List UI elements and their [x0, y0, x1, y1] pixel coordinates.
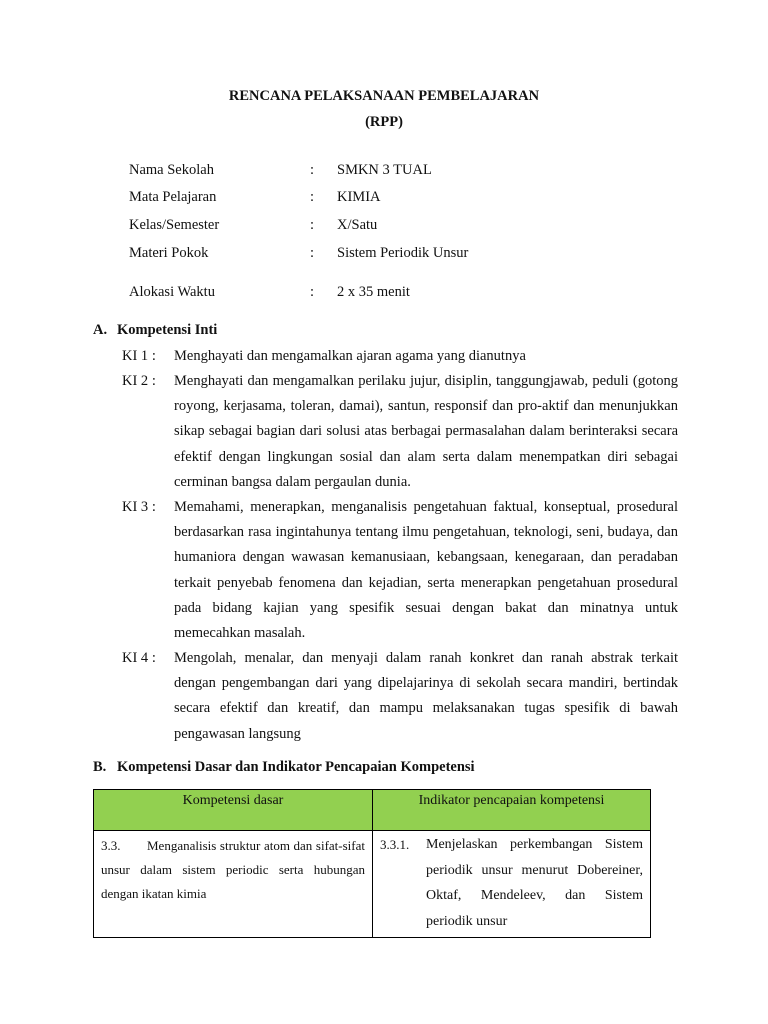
info-label: Materi Pokok: [129, 245, 209, 261]
info-colon: :: [310, 189, 315, 205]
ki-item-2: [122, 373, 678, 495]
section-title: Kompetensi Dasar dan Indikator Pencapaian Kompetensi: [117, 759, 475, 775]
competency-table: [93, 789, 651, 938]
info-value: SMKN 3 TUAL: [337, 162, 432, 178]
info-label: Kelas/Semester: [129, 217, 220, 233]
kd-text: Menganalisis struktur atom dan sifat-sifat unsur dalam sistem periodic serta hubungan dengan ikatan kimia: [101, 838, 365, 901]
section-title: Kompetensi Inti: [117, 322, 218, 338]
info-colon: :: [310, 245, 315, 261]
info-value: X/Satu: [337, 217, 378, 233]
ki-text: Menghayati dan mengamalkan perilaku jujur, disiplin, tanggungjawab, peduli (gotong royong, kerjasama, toleran, damai), santun, responsif dan pro-aktif dan menunjukkan sikap sebagai bagian dari solusi atas berbagai permasalahan dalam berinteraksi secara efektif dengan lingkungan sosial dan alam serta dalam menempatkan diri sebagai cerminan bangsa dalam pergaulan dunia.: [174, 373, 678, 490]
ki-code: KI 3 :: [122, 499, 156, 515]
ki-code: KI 1 :: [122, 348, 156, 364]
indicator-text: Menjelaskan perkembangan Sistem periodik unsur menurut Dobereiner, Oktaf, Mendeleev, dan Sistem periodik unsur: [426, 837, 643, 929]
ki-item-4: [122, 650, 678, 747]
info-label: Alokasi Waktu: [129, 284, 215, 300]
indicator-cell: [373, 831, 651, 938]
section-a-heading: [93, 322, 217, 339]
column-header-kd: Kompetensi dasar: [94, 790, 373, 831]
section-letter: B.: [93, 759, 107, 775]
ki-item-1: [122, 348, 678, 369]
indicator-number: 3.3.1.: [380, 837, 410, 852]
ki-text: Memahami, menerapkan, menganalisis pengetahuan faktual, konseptual, prosedural berdasarkan rasa ingintahunya tentang ilmu pengetahuan, teknologi, seni, budaya, dan humaniora dengan wawasan kemanusiaan, kebangsaan, kenegaraan, dan peradaban terkait penyebab fenomena dan kejadian, serta menerapkan pengetahuan prosedural pada bidang kajian yang spesifik sesuai dengan bakat dan minatnya untuk memecahkan masalah.: [174, 499, 678, 642]
kd-number: 3.3.: [101, 838, 121, 853]
section-b-heading: [93, 759, 475, 776]
table-row: [94, 831, 651, 938]
ki-code: KI 4 :: [122, 650, 156, 666]
info-value: KIMIA: [337, 189, 381, 205]
section-letter: A.: [93, 322, 108, 338]
info-label: Mata Pelajaran: [129, 189, 217, 205]
column-header-indicator: Indikator pencapaian kompetensi: [373, 790, 651, 831]
document-title: RENCANA PELAKSANAAN PEMBELAJARAN: [228, 88, 540, 104]
document-subtitle: (RPP): [365, 114, 403, 130]
ki-code: KI 2 :: [122, 373, 156, 389]
table-header-row: [94, 790, 651, 831]
info-label: Nama Sekolah: [129, 162, 214, 178]
info-value: 2 x 35 menit: [337, 284, 410, 300]
ki-item-3: [122, 499, 678, 646]
info-value: Sistem Periodik Unsur: [337, 245, 469, 261]
ki-text: Mengolah, menalar, dan menyaji dalam ranah konkret dan ranah abstrak terkait dengan pengembangan dari yang dipelajarinya di sekolah secara mandiri, bertindak secara efektif dan kreatif, dan mampu melaksanakan tugas spesifik di bawah pengawasan langsung: [174, 650, 678, 742]
ki-text: Menghayati dan mengamalkan ajaran agama yang dianutnya: [174, 348, 526, 364]
info-colon: :: [310, 162, 315, 178]
kd-cell: [94, 831, 373, 938]
info-colon: :: [310, 284, 315, 300]
info-colon: :: [310, 217, 315, 233]
